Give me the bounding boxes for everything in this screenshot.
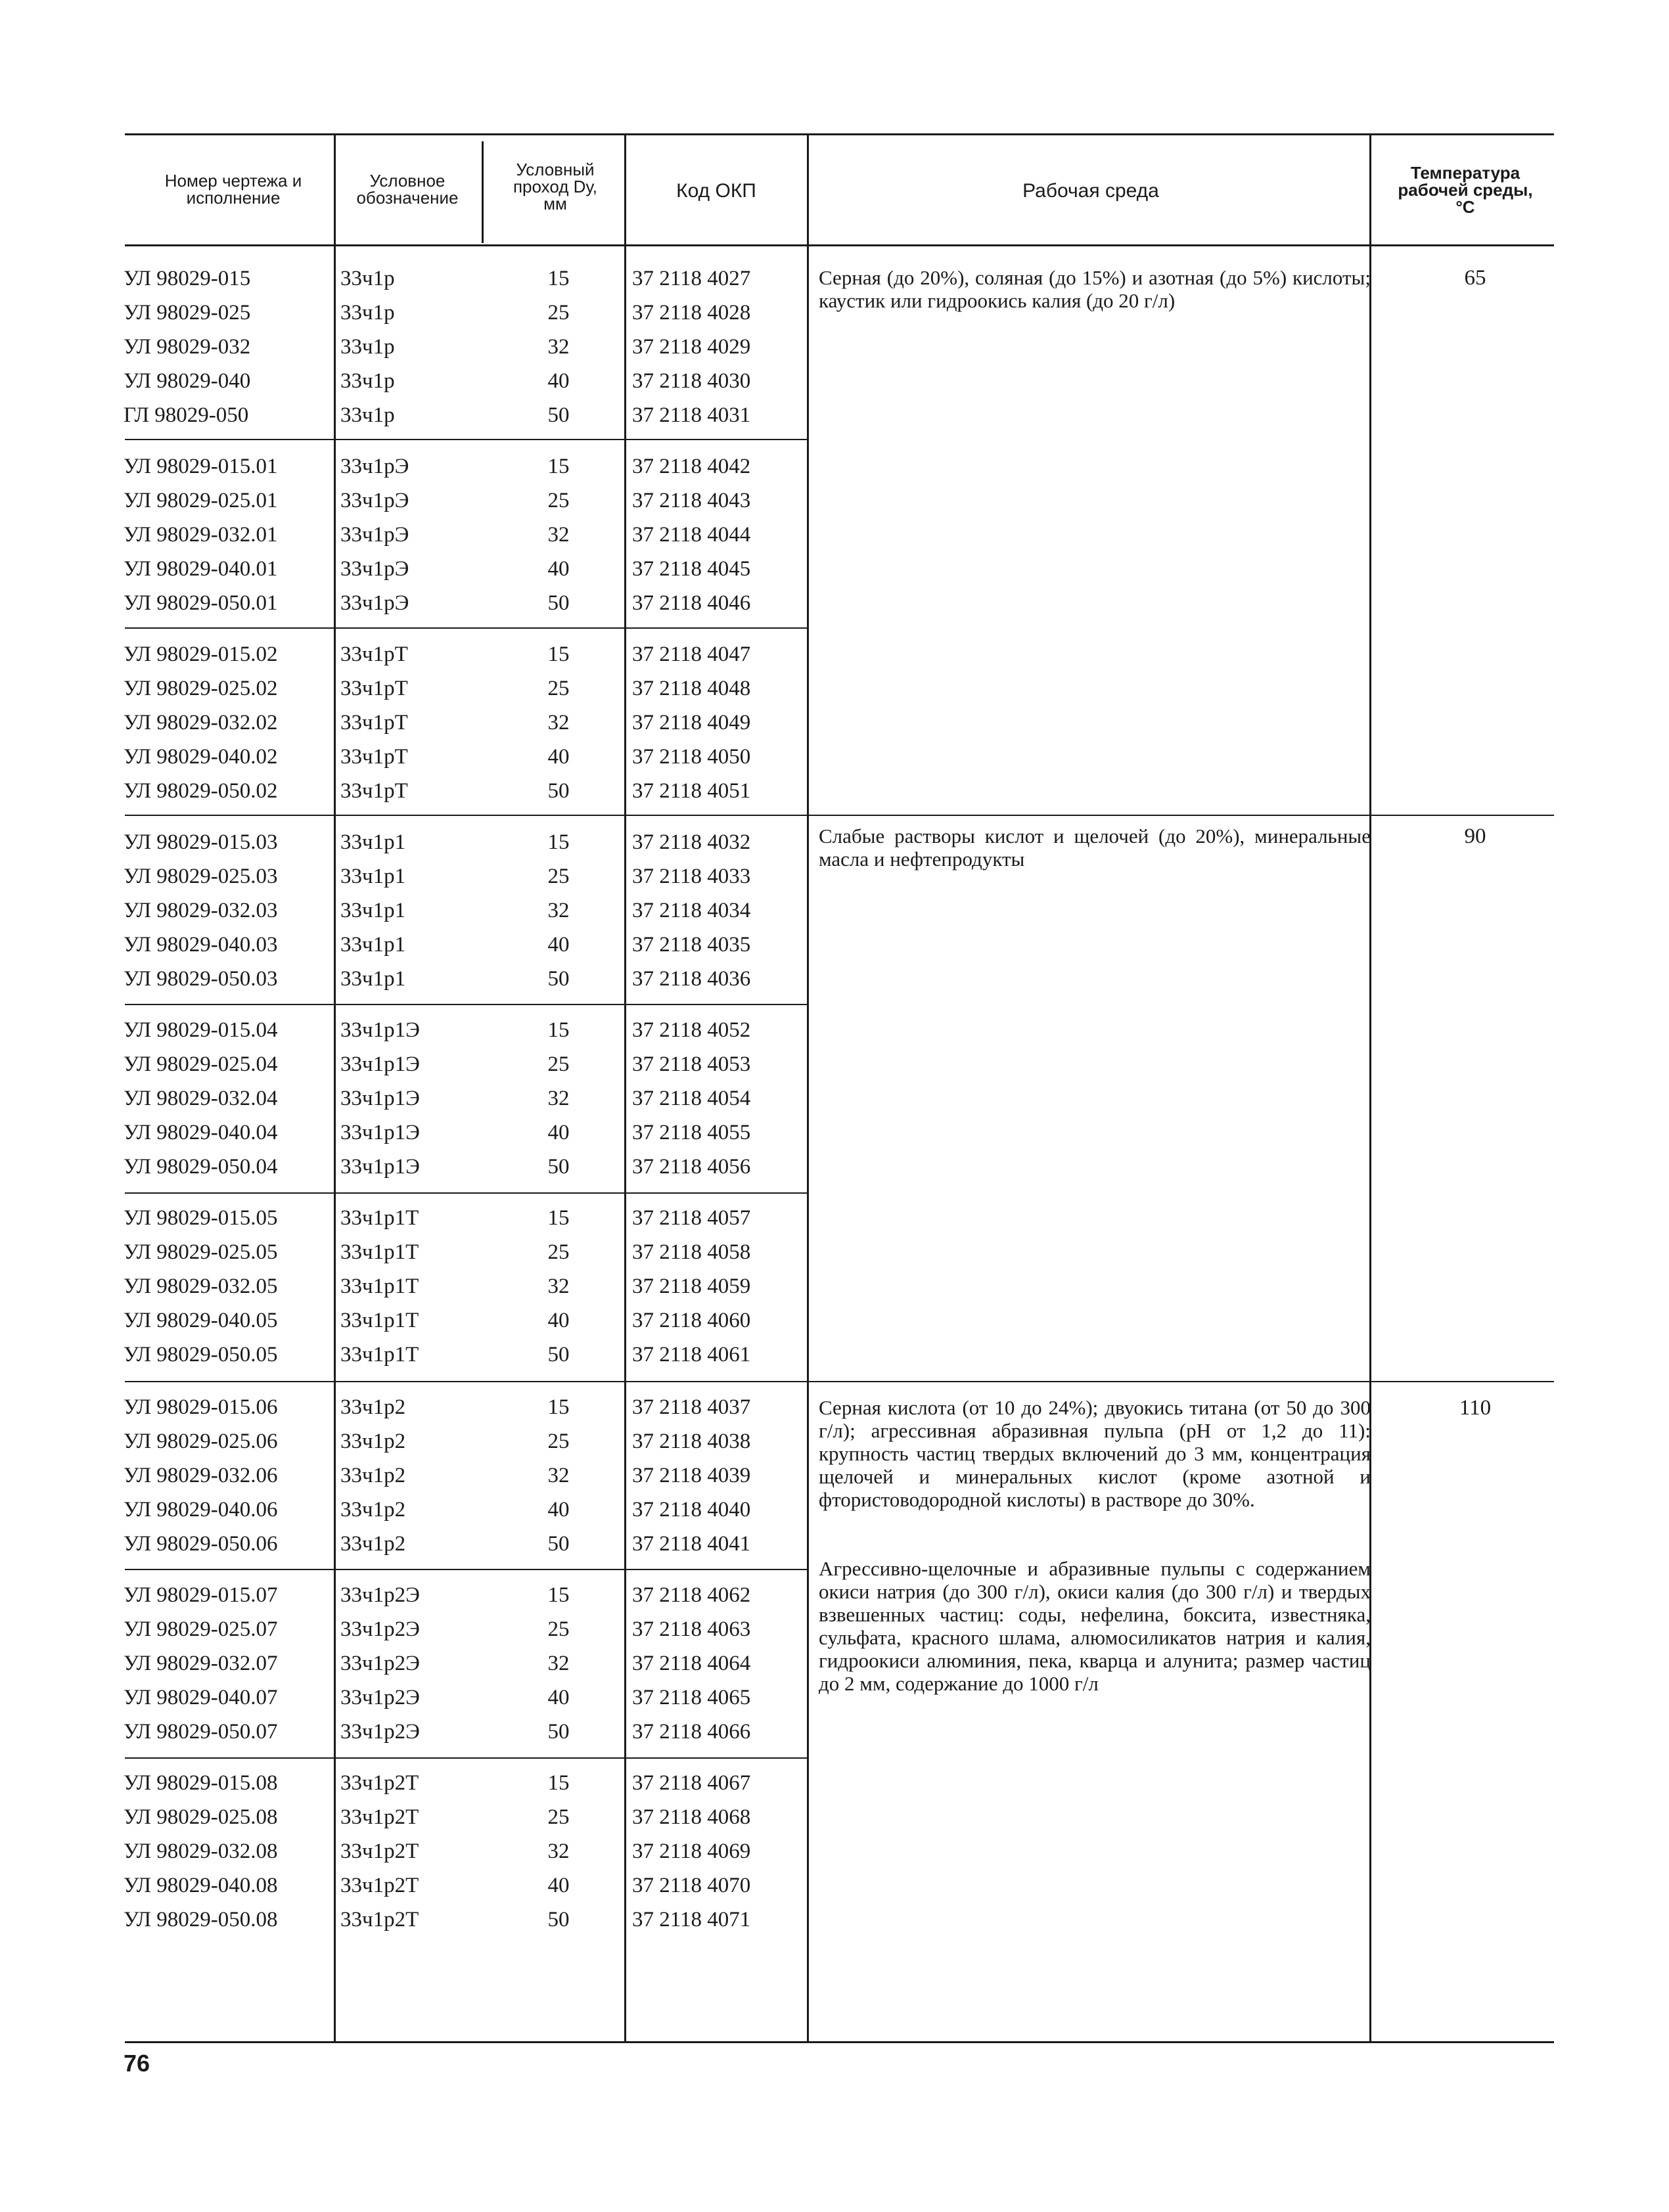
okp-code-cell: 37 2118 4036 (632, 967, 751, 991)
okp-code-cell: 37 2118 4032 (632, 830, 751, 854)
okp-code-cell: 37 2118 4041 (632, 1532, 751, 1556)
okp-code-cell: 37 2118 4040 (632, 1498, 751, 1522)
group-separator (626, 1004, 807, 1005)
group-separator (626, 439, 807, 440)
okp-code-cell: 37 2118 4035 (632, 933, 751, 957)
group-separator (125, 1757, 334, 1759)
okp-code-cell: 37 2118 4033 (632, 865, 751, 888)
okp-code-cell: 37 2118 4066 (632, 1720, 751, 1744)
okp-code-cell: 37 2118 4044 (632, 523, 751, 547)
drawing-number-cell: УЛ 98029-025.04 (124, 1052, 278, 1076)
okp-code-cell: 37 2118 4068 (632, 1805, 751, 1829)
group-separator (336, 1569, 493, 1570)
table-bottom-rule (125, 2041, 1554, 2043)
header-temperature: Температура рабочей среды, °С (1398, 163, 1533, 217)
nominal-diameter-cell: 15 (547, 1395, 570, 1419)
header-working-medium: Рабочая среда (1022, 180, 1159, 202)
group-separator (125, 1381, 334, 1382)
nominal-diameter-cell: 40 (547, 369, 570, 393)
drawing-number-cell: УЛ 98029-050.07 (124, 1720, 278, 1744)
okp-code-cell: 37 2118 4047 (632, 643, 751, 666)
drawing-number-cell: УЛ 98029-015.07 (124, 1583, 278, 1607)
okp-code-cell: 37 2118 4067 (632, 1771, 751, 1795)
nominal-diameter-cell: 40 (547, 745, 570, 769)
header-okp-code: Код ОКП (676, 180, 756, 202)
designation-cell: 33ч1рЭ (340, 489, 409, 512)
group-separator (125, 1004, 334, 1005)
designation-cell: 33ч1рЭ (340, 591, 409, 615)
designation-cell: 33ч1р1Т (340, 1240, 419, 1264)
designation-cell: 33ч1р1Т (340, 1343, 419, 1366)
nominal-diameter-cell: 32 (547, 711, 570, 734)
designation-cell: 33ч1р2Т (340, 1805, 419, 1829)
designation-cell: 33ч1р2 (340, 1498, 406, 1522)
designation-cell: 33ч1р1Э (340, 1087, 420, 1110)
nominal-diameter-cell: 15 (547, 1771, 570, 1795)
group-separator (626, 815, 807, 816)
temperature-group-3: 110 (1459, 1396, 1492, 1420)
designation-cell: 33ч1р2Э (340, 1686, 420, 1709)
designation-cell: 33ч1р2Т (340, 1840, 419, 1863)
drawing-number-cell: УЛ 98029-025.03 (124, 865, 278, 888)
nominal-diameter-cell: 15 (547, 455, 570, 478)
designation-cell: 33ч1р1Э (340, 1155, 420, 1179)
group-separator (336, 1192, 493, 1194)
group-separator (626, 1757, 807, 1759)
okp-code-cell: 37 2118 4030 (632, 369, 751, 393)
designation-cell: 33ч1рТ (340, 711, 408, 734)
nominal-diameter-cell: 15 (547, 1018, 570, 1042)
nominal-diameter-cell: 25 (547, 1052, 570, 1076)
designation-cell: 33ч1р1Э (340, 1121, 420, 1144)
nominal-diameter-cell: 40 (547, 1498, 570, 1522)
nominal-diameter-cell: 50 (547, 1532, 570, 1556)
okp-code-cell: 37 2118 4060 (632, 1309, 751, 1332)
okp-code-cell: 37 2118 4052 (632, 1018, 751, 1042)
nominal-diameter-cell: 32 (547, 1840, 570, 1863)
okp-code-cell: 37 2118 4062 (632, 1583, 751, 1607)
nominal-diameter-cell: 25 (547, 1240, 570, 1264)
drawing-number-cell: УЛ 98029-050.06 (124, 1532, 278, 1556)
header-designation: Условное обозначение (356, 171, 459, 208)
drawing-number-cell: УЛ 98029-015.02 (124, 643, 278, 666)
drawing-number-cell: УЛ 98029-050.04 (124, 1155, 278, 1179)
nominal-diameter-cell: 25 (547, 1430, 570, 1453)
okp-code-cell: 37 2118 4031 (632, 403, 751, 427)
drawing-number-cell: УЛ 98029-015.04 (124, 1018, 278, 1042)
group-separator (482, 1569, 624, 1570)
temperature-group-1: 65 (1464, 266, 1486, 290)
designation-cell: 33ч1р1 (340, 933, 406, 957)
group-separator (336, 627, 493, 629)
designation-cell: 33ч1рТ (340, 677, 408, 700)
okp-code-cell: 37 2118 4028 (632, 301, 751, 325)
designation-cell: 33ч1р (340, 403, 395, 427)
okp-code-cell: 37 2118 4038 (632, 1430, 751, 1453)
drawing-number-cell: УЛ 98029-032.03 (124, 899, 278, 922)
okp-code-cell: 37 2118 4055 (632, 1121, 751, 1144)
group-separator (336, 815, 493, 816)
nominal-diameter-cell: 40 (547, 1309, 570, 1332)
nominal-diameter-cell: 50 (547, 779, 570, 803)
drawing-number-cell: УЛ 98029-025.02 (124, 677, 278, 700)
col-divider-4 (807, 135, 809, 2041)
designation-cell: 33ч1рТ (340, 779, 408, 803)
drawing-number-cell: УЛ 98029-015.03 (124, 830, 278, 854)
drawing-number-cell: УЛ 98029-032.06 (124, 1464, 278, 1487)
nominal-diameter-cell: 50 (547, 1720, 570, 1744)
designation-cell: 33ч1р2 (340, 1430, 406, 1453)
designation-cell: 33ч1рЭ (340, 523, 409, 547)
nominal-diameter-cell: 50 (547, 1908, 570, 1931)
okp-code-cell: 37 2118 4029 (632, 335, 751, 359)
nominal-diameter-cell: 25 (547, 489, 570, 512)
designation-cell: 33ч1р1 (340, 830, 406, 854)
okp-code-cell: 37 2118 4042 (632, 455, 751, 478)
group-separator (336, 1757, 493, 1759)
drawing-number-cell: УЛ 98029-015 (124, 267, 251, 290)
designation-cell: 33ч1р1Э (340, 1052, 420, 1076)
designation-cell: 33ч1р1Э (340, 1018, 420, 1042)
nominal-diameter-cell: 40 (547, 1121, 570, 1144)
okp-code-cell: 37 2118 4046 (632, 591, 751, 615)
drawing-number-cell: УЛ 98029-040.05 (124, 1309, 278, 1332)
drawing-number-cell: УЛ 98029-032.02 (124, 711, 278, 734)
okp-code-cell: 37 2118 4063 (632, 1617, 751, 1641)
okp-code-cell: 37 2118 4058 (632, 1240, 751, 1264)
okp-code-cell: 37 2118 4039 (632, 1464, 751, 1487)
nominal-diameter-cell: 32 (547, 1275, 570, 1298)
group-separator (626, 1192, 807, 1194)
designation-cell: 33ч1рЭ (340, 455, 409, 478)
drawing-number-cell: УЛ 98029-015.06 (124, 1395, 278, 1419)
drawing-number-cell: УЛ 98029-025.08 (124, 1805, 278, 1829)
okp-code-cell: 37 2118 4071 (632, 1908, 751, 1931)
drawing-number-cell: УЛ 98029-025.05 (124, 1240, 278, 1264)
designation-cell: 33ч1р (340, 267, 395, 290)
group-separator (482, 1192, 624, 1194)
col-divider-1 (334, 135, 336, 2041)
drawing-number-cell: УЛ 98029-050.02 (124, 779, 278, 803)
group-separator (125, 1192, 334, 1194)
group-separator (125, 1569, 334, 1570)
designation-cell: 33ч1р1 (340, 967, 406, 991)
designation-cell: 33ч1р (340, 335, 395, 359)
drawing-number-cell: УЛ 98029-015.05 (124, 1206, 278, 1230)
drawing-number-cell: УЛ 98029-032.08 (124, 1840, 278, 1863)
medium-group-1: Серная (до 20%), соляная (до 15%) и азотная (до 5%) кислоты; каустик или гидроокись калия (до 20 г/л) (819, 266, 1371, 312)
nominal-diameter-cell: 50 (547, 1343, 570, 1366)
nominal-diameter-cell: 25 (547, 865, 570, 888)
header-drawing-number: Номер чертежа и исполнение (164, 171, 302, 208)
nominal-diameter-cell: 15 (547, 267, 570, 290)
designation-cell: 33ч1р (340, 301, 395, 325)
drawing-number-cell: УЛ 98029-025.01 (124, 489, 278, 512)
nominal-diameter-cell: 50 (547, 967, 570, 991)
drawing-number-cell: УЛ 98029-032 (124, 335, 251, 359)
designation-cell: 33ч1р1Т (340, 1309, 419, 1332)
nominal-diameter-cell: 25 (547, 301, 570, 325)
drawing-number-cell: ГЛ 98029-050 (124, 403, 249, 427)
okp-code-cell: 37 2118 4064 (632, 1652, 751, 1675)
nominal-diameter-cell: 32 (547, 523, 570, 547)
group-separator (482, 439, 624, 440)
header-bottom-rule (125, 244, 1554, 246)
nominal-diameter-cell: 25 (547, 1805, 570, 1829)
okp-code-cell: 37 2118 4053 (632, 1052, 751, 1076)
okp-code-cell: 37 2118 4069 (632, 1840, 751, 1863)
group-separator (482, 815, 624, 816)
col-divider-2 (482, 141, 484, 243)
drawing-number-cell: УЛ 98029-032.01 (124, 523, 278, 547)
okp-code-cell: 37 2118 4054 (632, 1087, 751, 1110)
medium-group-3-continued: Агрессивно-щелочные и абразивные пульпы с содержанием окиси натрия (до 300 г/л), окиси калия (до 300 г/л) и твердых взвешенных частиц: соды, нефелина, боксита, известняка, сульфата, красного шлама, алюмосиликатов натрия и калия, гидроокиси алюминия, пека, кварца и алунита; размер частиц до 2 мм, содержание до 1000 г/л (819, 1557, 1371, 1695)
drawing-number-cell: УЛ 98029-032.04 (124, 1087, 278, 1110)
group-separator (336, 1381, 493, 1382)
drawing-number-cell: УЛ 98029-025.06 (124, 1430, 278, 1453)
nominal-diameter-cell: 25 (547, 677, 570, 700)
nominal-diameter-cell: 32 (547, 335, 570, 359)
okp-code-cell: 37 2118 4057 (632, 1206, 751, 1230)
group-separator (482, 627, 624, 629)
drawing-number-cell: УЛ 98029-040.07 (124, 1686, 278, 1709)
drawing-number-cell: УЛ 98029-040.03 (124, 933, 278, 957)
drawing-number-cell: УЛ 98029-040.08 (124, 1874, 278, 1897)
temperature-group-2: 90 (1464, 824, 1486, 848)
nominal-diameter-cell: 32 (547, 1652, 570, 1675)
okp-code-cell: 37 2118 4045 (632, 557, 751, 581)
drawing-number-cell: УЛ 98029-032.07 (124, 1652, 278, 1675)
table-top-rule (125, 133, 1554, 135)
col-divider-5 (1369, 135, 1371, 2041)
group-separator (626, 627, 807, 629)
okp-code-cell: 37 2118 4048 (632, 677, 751, 700)
designation-cell: 33ч1р2 (340, 1532, 406, 1556)
nominal-diameter-cell: 40 (547, 933, 570, 957)
designation-cell: 33ч1р2Э (340, 1720, 420, 1744)
nominal-diameter-cell: 15 (547, 1583, 570, 1607)
drawing-number-cell: УЛ 98029-040 (124, 369, 251, 393)
nominal-diameter-cell: 50 (547, 1155, 570, 1179)
group-separator (125, 627, 334, 629)
nominal-diameter-cell: 40 (547, 557, 570, 581)
okp-code-cell: 37 2118 4049 (632, 711, 751, 734)
okp-code-cell: 37 2118 4043 (632, 489, 751, 512)
designation-cell: 33ч1р2Т (340, 1908, 419, 1931)
medium-group-2: Слабые растворы кислот и щелочей (до 20%), минеральные масла и нефтепродукты (819, 824, 1371, 870)
okp-code-cell: 37 2118 4034 (632, 899, 751, 922)
okp-code-cell: 37 2118 4037 (632, 1395, 751, 1419)
designation-cell: 33ч1р2Э (340, 1583, 420, 1607)
nominal-diameter-cell: 40 (547, 1686, 570, 1709)
header-nominal-diameter: Условный проход Dу, мм (513, 160, 598, 214)
medium-separator (809, 1381, 1554, 1382)
designation-cell: 33ч1рТ (340, 643, 408, 666)
drawing-number-cell: УЛ 98029-025.07 (124, 1617, 278, 1641)
designation-cell: 33ч1р1 (340, 865, 406, 888)
okp-code-cell: 37 2118 4065 (632, 1686, 751, 1709)
group-separator (125, 815, 334, 816)
designation-cell: 33ч1р2Т (340, 1771, 419, 1795)
drawing-number-cell: УЛ 98029-040.06 (124, 1498, 278, 1522)
nominal-diameter-cell: 25 (547, 1617, 570, 1641)
drawing-number-cell: УЛ 98029-015.08 (124, 1771, 278, 1795)
designation-cell: 33ч1р2Э (340, 1617, 420, 1641)
group-separator (482, 1004, 624, 1005)
drawing-number-cell: УЛ 98029-025 (124, 301, 251, 325)
group-separator (482, 1381, 624, 1382)
drawing-number-cell: УЛ 98029-040.04 (124, 1121, 278, 1144)
designation-cell: 33ч1р2 (340, 1395, 406, 1419)
nominal-diameter-cell: 15 (547, 830, 570, 854)
group-separator (482, 1757, 624, 1759)
designation-cell: 33ч1р1Т (340, 1275, 419, 1298)
group-separator (125, 439, 334, 440)
drawing-number-cell: УЛ 98029-040.01 (124, 557, 278, 581)
drawing-number-cell: УЛ 98029-050.05 (124, 1343, 278, 1366)
medium-separator (809, 815, 1554, 816)
page-number: 76 (124, 2050, 150, 2077)
okp-code-cell: 37 2118 4061 (632, 1343, 751, 1366)
designation-cell: 33ч1рТ (340, 745, 408, 769)
group-separator (336, 1004, 493, 1005)
okp-code-cell: 37 2118 4051 (632, 779, 751, 803)
designation-cell: 33ч1р1Т (340, 1206, 419, 1230)
okp-code-cell: 37 2118 4056 (632, 1155, 751, 1179)
designation-cell: 33ч1рЭ (340, 557, 409, 581)
nominal-diameter-cell: 32 (547, 899, 570, 922)
nominal-diameter-cell: 50 (547, 591, 570, 615)
group-separator (336, 439, 493, 440)
nominal-diameter-cell: 32 (547, 1464, 570, 1487)
nominal-diameter-cell: 40 (547, 1874, 570, 1897)
nominal-diameter-cell: 15 (547, 643, 570, 666)
drawing-number-cell: УЛ 98029-050.01 (124, 591, 278, 615)
okp-code-cell: 37 2118 4050 (632, 745, 751, 769)
drawing-number-cell: УЛ 98029-032.05 (124, 1275, 278, 1298)
drawing-number-cell: УЛ 98029-040.02 (124, 745, 278, 769)
group-separator (626, 1569, 807, 1570)
medium-group-3: Серная кислота (от 10 до 24%); двуокись титана (от 50 до 300 г/л); агрессивная абразивная пульпа (рН от 1,2 до 11): крупность частиц твердых включений до 3 мм, концентрация щелочей и минеральных кислот (кроме азотной и фтористоводородной кислоты) в растворе до 30%. (819, 1396, 1371, 1511)
designation-cell: 33ч1р (340, 369, 395, 393)
okp-code-cell: 37 2118 4070 (632, 1874, 751, 1897)
nominal-diameter-cell: 15 (547, 1206, 570, 1230)
group-separator (626, 1381, 807, 1382)
designation-cell: 33ч1р2 (340, 1464, 406, 1487)
okp-code-cell: 37 2118 4059 (632, 1275, 751, 1298)
drawing-number-cell: УЛ 98029-015.01 (124, 455, 278, 478)
designation-cell: 33ч1р1 (340, 899, 406, 922)
nominal-diameter-cell: 50 (547, 403, 570, 427)
designation-cell: 33ч1р2Т (340, 1874, 419, 1897)
col-divider-3 (624, 135, 626, 2041)
designation-cell: 33ч1р2Э (340, 1652, 420, 1675)
okp-code-cell: 37 2118 4027 (632, 267, 751, 290)
drawing-number-cell: УЛ 98029-050.08 (124, 1908, 278, 1931)
drawing-number-cell: УЛ 98029-050.03 (124, 967, 278, 991)
nominal-diameter-cell: 32 (547, 1087, 570, 1110)
